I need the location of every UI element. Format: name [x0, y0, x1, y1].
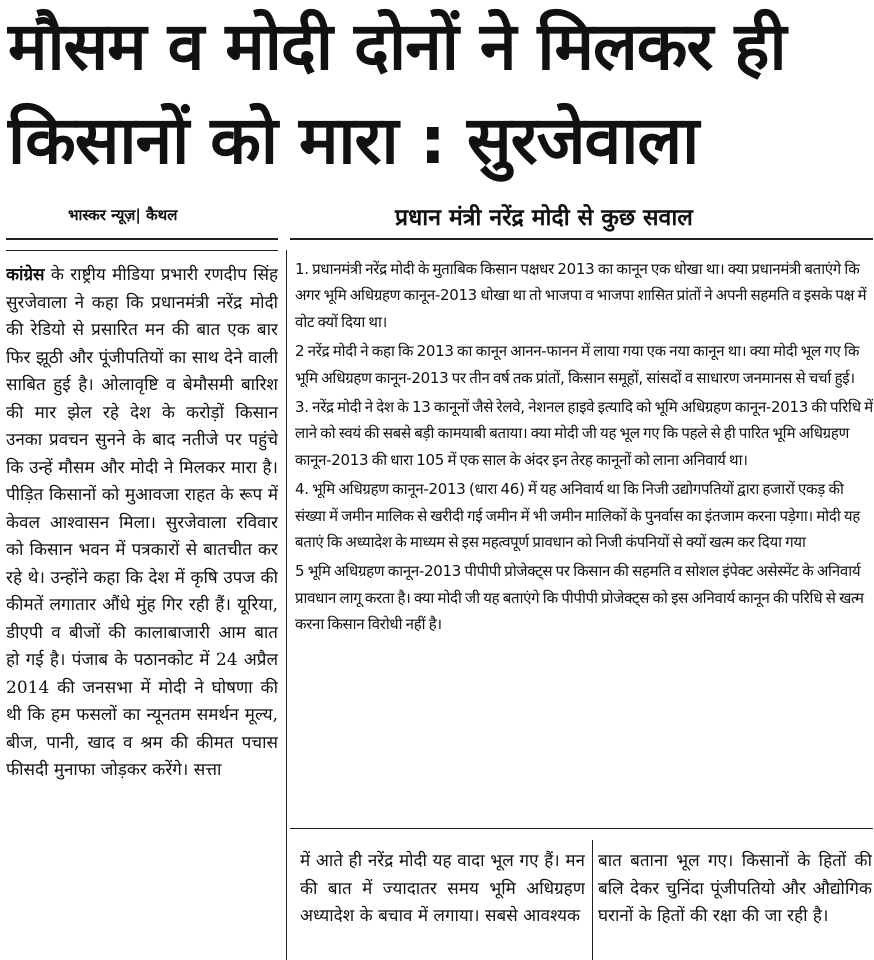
divider-under-questions-title [290, 238, 873, 240]
column-rule-middle [592, 840, 593, 960]
questions-box [295, 256, 873, 820]
question-2: 2 नरेंद्र मोदी ने कहा कि 2013 का कानून आनन-फानन में लाया गया एक नया कानून था। क्या मोदी भूल गए कि भूमि अधिग्रहण कानून-2013 पर तीन वर्ष तक प्रांतों, किसान समूहों, सांसदों व साधारण जनमानस से चर्चा हुई। [295, 342, 860, 387]
column-rule-left [286, 250, 287, 960]
byline: भास्कर न्यूज़| कैथल [68, 206, 178, 224]
question-5: 5 भूमि अधिग्रहण कानून-2013 पीपीपी प्रोजेक्ट्स पर किसान की सहमति व सोशल इंपेक्ट असेस्मेंट के अनिवार्य प्रावधान लागू करता है। क्या मोदी जी यह बताएंगे कि पीपीपी प्रोजेक्ट्स को इस अनिवार्य कानून की परिधि से खत्म करना किसान विरोधी नहीं है। [295, 562, 864, 634]
questions-title: प्रधान मंत्री नरेंद्र मोदी से कुछ सवाल [395, 205, 693, 231]
headline-line-1: मौसम व मोदी दोनों ने मिलकर ही [8, 8, 786, 85]
headline-line-2: किसानों को मारा : सुरजेवाला [8, 102, 699, 179]
question-1: 1. प्रधानमंत्री नरेंद्र मोदी के मुताबिक किसान पक्षधर 2013 का कानून एक धोखा था। क्या प्रधानमंत्री बताएंगे कि अगर भूमि अधिग्रहण कानून-2013 धोखा था तो भाजपा व भाजपा शासित प्रांतों ने अपनी सहमति व इसके पक्ष में वोट क्यों दिया था। [295, 260, 867, 331]
article-lead-word: कांग्रेस [6, 265, 45, 285]
questions-box-bottom-rule [290, 828, 873, 829]
divider-under-byline [6, 238, 278, 240]
article-right-column: बात बताना भूल गए। किसानों के हितों की बलि देकर चुनिंदा पूंजीपतियो और औद्योगिक घरानों के हितों की रक्षा की जा रही है। [598, 851, 872, 926]
divider-left-column-top [6, 250, 278, 251]
question-3: 3. नरेंद्र मोदी ने देश के 13 कानूनों जैसे रेलवे, नेशनल हाइवे इत्यादि को भूमि अधिग्रहण कानून-2013 की परिधि में लाने को स्वयं की सबसे बड़ी कामयाबी बताया। क्या मोदी जी यह भूल गए कि पहले से ही पारित भूमि अधिग्रहण कानून-2013 की धारा 105 में एक साल के अंदर इन तेरह कानूनों को लाना अनिवार्य था। [295, 398, 873, 469]
question-4: 4. भूमि अधिग्रहण कानून-2013 (धारा 46) में यह अनिवार्य था कि निजी उद्योगपतियों द्वारा हजारों एकड़ की संख्या में जमीन मालिक से खरीदी गई जमीन में भी जमीन मालिकों के पुनर्वास का इंतजाम करना पड़ेगा। मोदी यह बताएं कि अध्यादेश के माध्यम से इस महत्वपूर्ण प्रावधान को निजी कंपनियों से क्यों खत्म कर दिया गया [295, 480, 860, 552]
article-left-text: के राष्ट्रीय मीडिया प्रभारी रणदीप सिंह सुरजेवाला ने कहा कि प्रधानमंत्री नरेंद्र मोदी की रेडियो से प्रसारित मन की बात एक बार फिर झूठी और पूंजीपतियों का साथ देने वाली साबित हुई है। ओलावृष्टि व बेमौसमी बारिश की मार झेल रहे देश के करोड़ों किसान उनका प्रवचन सुनने के बाद नतीजे पर पहुंचे कि उन्हें मौसम और मोदी ने मिलकर मारा है। पीड़ित किसानों को मुआवजा राहत के रूप में केवल आश्वासन मिला। सुरजेवाला रविवार को किसान भवन में पत्रकारों से बातचीत कर रहे थे। उन्होंने कहा कि देश में कृषि उपज की कीमतें लगातार औंधे मुंह गिर रही हैं। यूरिया, डीएपी व बीजों की कालाबाजारी आम बात हो गई है। पंजाब के पठानकोट में 24 अप्रैल 2014 की जनसभा में मोदी ने घोषणा की थी कि हम फसलों का न्यूनतम समर्थन मूल्य, बीज, पानी, खाद व श्रम की कीमत पचास फीसदी मुनाफा जोड़कर करेंगे। सत्ता [6, 265, 278, 780]
article-middle-column: में आते ही नरेंद्र मोदी यह वादा भूल गए हैं। मन की बात में ज्यादातर समय भूमि अधिग्रहण अध्यादेश के बचाव में लगाया। सबसे आवश्यक [300, 851, 585, 926]
article-left-column [6, 262, 278, 960]
